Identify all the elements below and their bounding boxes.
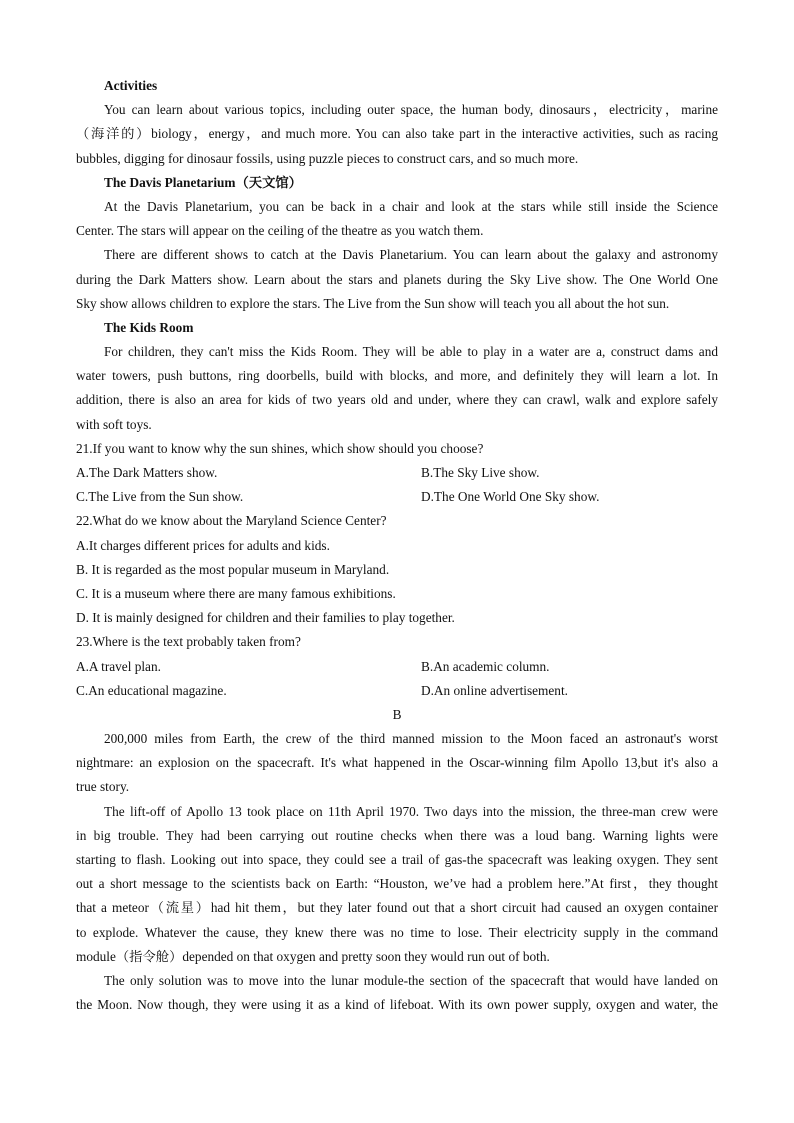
question-22-option-d: D. It is mainly designed for children and their families to play together. — [76, 610, 455, 626]
planetarium-p1-line-1: At the Davis Planetarium, you can be back in a chair and look at the stars while still inside the Science — [104, 198, 718, 214]
section-b-p2-line-6: to explode. Whatever the cause, they knew there was no time to lose. Their electricity supply in the command — [76, 924, 718, 940]
question-22-option-b: B. It is regarded as the most popular museum in Maryland. — [76, 561, 390, 577]
kids-room-line-4: with soft toys. — [76, 416, 152, 432]
question-22-option-c: C. It is a museum where there are many famous exhibitions. — [76, 585, 396, 601]
activities-heading: Activities — [104, 78, 158, 93]
section-b-p2-line-4: out a short message to the scientists back on Earth: “Houston, we’ve had a problem here.”At first，they thought — [76, 876, 718, 892]
question-21-stem: 21.If you want to know why the sun shines, which show should you choose? — [76, 440, 484, 456]
activities-line-3: bubbles, digging for dinosaur fossils, using puzzle pieces to construct cars, and so much more. — [76, 150, 579, 166]
planetarium-p2-line-3: Sky show allows children to explore the stars. The Live from the Sun show will teach you all about the hot sun. — [76, 295, 670, 311]
question-23-stem: 23.Where is the text probably taken from? — [76, 634, 301, 650]
document-page — [76, 74, 718, 1017]
section-b-label: B — [392, 706, 402, 722]
section-b-p2-line-1: The lift-off of Apollo 13 took place on 11th April 1970. Two days into the mission, the three-man crew were — [104, 803, 718, 819]
section-b-p2-line-3: starting to flash. Looking out into space, they could see a trail of gas-the spacecraft was leaking oxygen. They sent — [76, 852, 718, 867]
question-23-option-d: D.An online advertisement. — [421, 682, 568, 698]
section-b-p1-line-2: nightmare: an explosion on the spacecraft. It's what happened in the Oscar-winning film Apollo 13,but it's also a — [76, 755, 718, 771]
section-b-p3-line-2: the Moon. Now though, they were using it as a kind of lifeboat. With its own power supply, oxygen and water, the — [76, 997, 718, 1013]
question-21-options-row-1 — [76, 461, 718, 485]
section-b-p1-line-1: 200,000 miles from Earth, the crew of the third manned mission to the Moon faced an astronaut's worst — [104, 731, 718, 747]
question-21-option-d: D.The One World One Sky show. — [421, 489, 600, 505]
section-b-p2-line-2: in big trouble. They had been carrying out routine checks when there was a loud bang. Warning lights were — [76, 827, 718, 843]
question-22-option-a: A.It charges different prices for adults and kids. — [76, 537, 330, 553]
question-22-stem: 22.What do we know about the Maryland Science Center? — [76, 513, 387, 529]
question-23-option-a: A.A travel plan. — [76, 658, 161, 674]
question-21-options-row-2 — [76, 485, 718, 509]
planetarium-p1-line-2: Center. The stars will appear on the ceiling of the theatre as you watch them. — [76, 223, 484, 239]
question-23-options-row-1 — [76, 655, 718, 679]
kids-room-line-1: For children, they can't miss the Kids Room. They will be able to play in a water are a, construct dams and — [104, 344, 718, 360]
section-b-p2-line-5: that a meteor（流星）had hit them，but they later found out that a short circuit had caused an oxygen container — [76, 900, 718, 916]
section-b-p1-line-3: true story. — [76, 779, 130, 795]
section-b-p3-line-1: The only solution was to move into the lunar module-the section of the spacecraft that would have landed on — [104, 972, 718, 988]
question-21-option-a: A.The Dark Matters show. — [76, 465, 218, 480]
planetarium-p2-line-2: during the Dark Matters show. Learn about the stars and planets during the Sky Live show. The One World One — [76, 271, 718, 287]
planetarium-p2-line-1: There are different shows to catch at the Davis Planetarium. You can learn about the galaxy and astronomy — [104, 247, 718, 263]
question-23-option-b: B.An academic column. — [421, 658, 550, 674]
planetarium-heading: The Davis Planetarium（天文馆） — [104, 174, 302, 190]
kids-room-line-3: addition, there is also an area for kids of two years old and under, where they can crawl, walk and explore safely — [76, 392, 718, 408]
activities-line-1: You can learn about various topics, including outer space, the human body, dinosaurs，electricity，marine — [104, 102, 718, 118]
section-b-p2-line-7: module（指令舱）depended on that oxygen and pretty soon they would run out of both. — [76, 948, 550, 964]
question-21-option-b: B.The Sky Live show. — [421, 465, 540, 480]
kids-room-heading: The Kids Room — [104, 319, 194, 335]
activities-line-2: （海洋的）biology，energy，and much more. You can also take part in the interactive activities, such as racing — [76, 126, 718, 142]
question-21-option-c: C.The Live from the Sun show. — [76, 489, 244, 505]
question-23-options-row-2 — [76, 679, 718, 703]
kids-room-line-2: water towers, push buttons, ring doorbells, build with blocks, and more, and definitely they will learn a lot. In — [76, 368, 718, 384]
question-23-option-c: C.An educational magazine. — [76, 682, 227, 698]
